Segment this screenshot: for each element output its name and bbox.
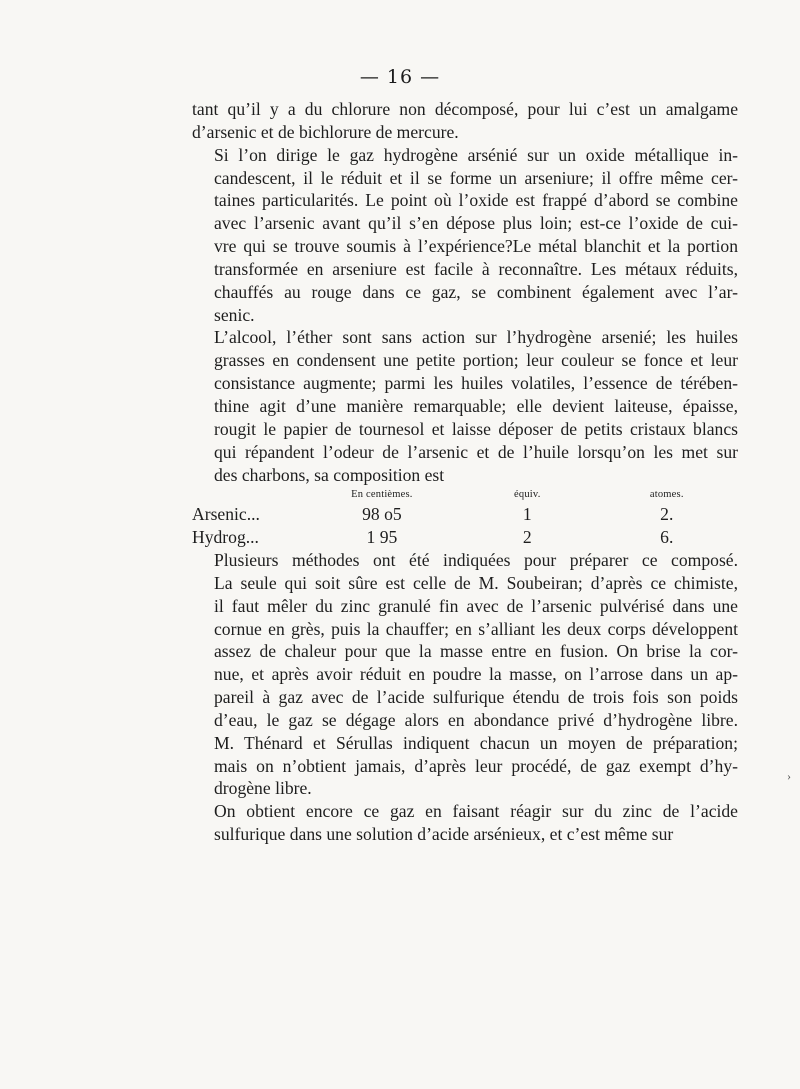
text-line: drogène libre. — [214, 778, 312, 799]
table-cell: Hydrog... — [192, 527, 259, 548]
paragraph-5 — [192, 800, 738, 846]
text-line: rougit le papier de tournesol et laisse déposer de petits cristaux blancs — [214, 418, 738, 439]
text-line: avec l’arsenic avant qu’il s’en dépose plus loin; est-ce l’oxide de cui- — [214, 213, 738, 234]
text-line: transformée en arseniure est facile à reconnaître. Les métaux réduits, — [214, 258, 738, 279]
text-line: La seule qui soit sûre est celle de M. Soubeiran; d’après ce chimiste, — [214, 572, 738, 593]
table-cell: 98 o5 — [362, 504, 402, 525]
table-row — [192, 503, 738, 526]
text-line: consistance augmente; parmi les huiles volatiles, l’essence de térében- — [214, 373, 738, 394]
text-line: mais on n’obtient jamais, d’après leur procédé, de gaz exempt d’hy- — [214, 755, 738, 776]
text-line: On obtient encore ce gaz en faisant réagir sur du zinc de l’acide — [214, 801, 738, 822]
margin-mark: › — [787, 769, 791, 783]
text-line: vre qui se trouve soumis à l’expérience?Le métal blanchit et la portion — [214, 236, 738, 257]
table-cell: 1 — [522, 504, 532, 525]
table-header-cell — [192, 486, 305, 503]
table-cell: 1 95 — [366, 527, 398, 548]
table-header-cell: équiv. — [514, 489, 541, 501]
table-row — [192, 526, 738, 549]
text-line: grasses en condensent une petite portion; leur couleur se fonce et leur — [214, 350, 738, 371]
text-line: thine agit d’une manière remarquable; elle devient laiteuse, épaisse, — [214, 395, 738, 416]
body-text — [192, 98, 738, 846]
table-cell: Arsenic... — [192, 504, 260, 525]
text-line: assez de chaleur pour que la masse entre en fusion. On brise la cor- — [214, 641, 738, 662]
table-cell: 6. — [660, 527, 674, 548]
text-line: L’alcool, l’éther sont sans action sur l’hydrogène arsenié; les huiles — [214, 327, 738, 348]
text-line: pareil à gaz avec de l’acide sulfurique étendu de trois fois son poids — [214, 687, 738, 708]
composition-table — [192, 486, 738, 549]
text-line: taines particularités. Le point où l’oxide est frappé d’abord se combine — [214, 190, 738, 211]
text-line: d’eau, le gaz se dégage alors en abondance privé d’hydrogène libre. — [214, 709, 738, 730]
text-line: chauffés au rouge dans ce gaz, se combinent également avec l’ar- — [214, 281, 738, 302]
paragraph-2 — [192, 144, 738, 327]
table-cell: 2 — [522, 527, 532, 548]
text-line: candescent, il le réduit et il se forme un arseniure; il offre même cer- — [214, 167, 738, 188]
text-line: d’arsenic et de bichlorure de mercure. — [192, 121, 459, 142]
table-header-row — [192, 486, 738, 503]
paragraph-1 — [192, 98, 738, 144]
text-line: tant qu’il y a du chlorure non décomposé, pour lui c’est un amalgame — [192, 99, 738, 119]
text-line: nue, et après avoir réduit en poudre la masse, on l’arrose dans un ap- — [214, 664, 738, 685]
text-line: il faut mêler du zinc granulé fin avec de l’arsenic pulvérisé dans une — [214, 595, 738, 616]
table-cell: 2. — [660, 504, 674, 525]
text-line: M. Thénard et Sérullas indiquent chacun un moyen de préparation; — [214, 732, 738, 753]
page-number: — 16 — — [359, 66, 441, 88]
text-line: qui répandent l’odeur de l’arsenic et de l’huile lorsqu’on les met sur — [214, 441, 738, 462]
paragraph-4 — [192, 549, 738, 800]
paragraph-3 — [192, 326, 738, 486]
text-line: senic. — [214, 304, 255, 325]
table-header-cell: En centièmes. — [351, 489, 413, 501]
table-header-cell: atomes. — [649, 489, 684, 501]
text-line: cornue en grès, puis la chauffer; en s’alliant les deux corps développent — [214, 618, 738, 639]
text-line: des charbons, sa composition est — [214, 464, 445, 485]
text-line: sulfurique dans une solution d’acide arsénieux, et c’est même sur — [214, 824, 674, 845]
text-line: Plusieurs méthodes ont été indiquées pour préparer ce composé. — [214, 550, 738, 571]
text-line: Si l’on dirige le gaz hydrogène arsénié sur un oxide métallique in- — [214, 144, 738, 165]
